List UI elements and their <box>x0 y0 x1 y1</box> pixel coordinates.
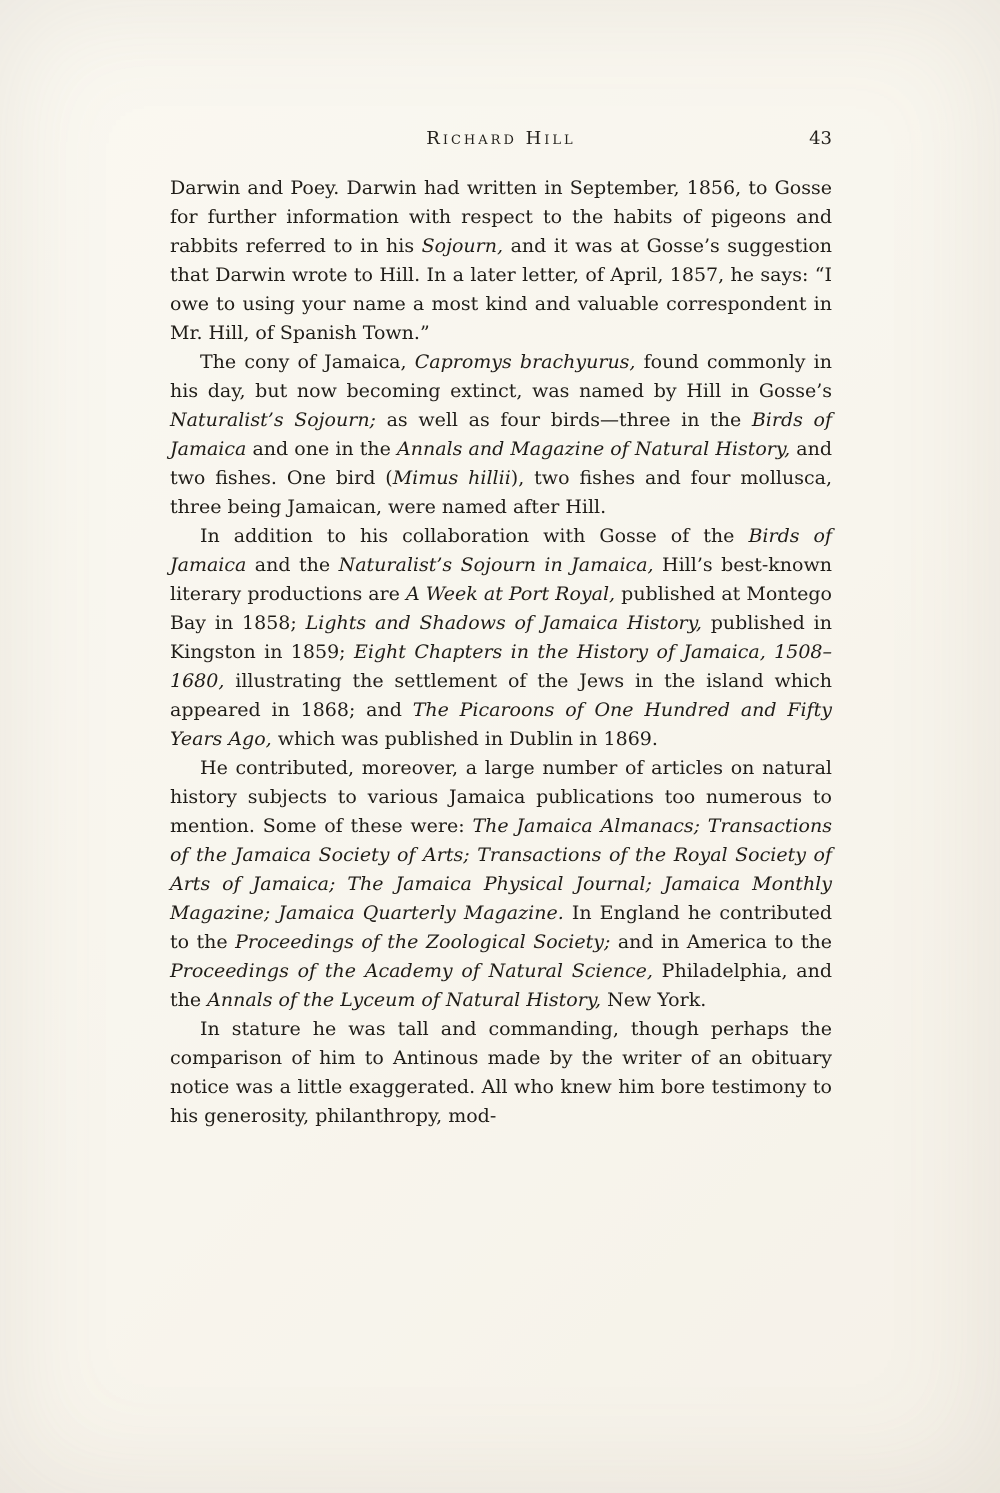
text-run: published at Montego Bay in 1858; <box>170 583 832 634</box>
text-run: and the <box>246 554 339 576</box>
text-run: ), two fishes and four mollusca, three being Jamaican, were named after Hill. <box>170 467 832 518</box>
text-run-italic: Naturalist’s Sojourn; <box>170 409 376 431</box>
text-run: In addition to his collaboration with Gosse of the <box>200 525 749 547</box>
text-run: which was published in Dublin in 1869. <box>271 728 658 750</box>
text-run-italic: Annals and Magazine of Natural History, <box>397 438 791 460</box>
text-run: and one in the <box>246 438 398 460</box>
page-body <box>170 174 832 1131</box>
text-run-italic: Birds of Jamaica <box>170 409 832 460</box>
text-run: In England he contributed to the <box>170 902 832 953</box>
text-run-italic: Proceedings of the Academy of Natural Science, <box>170 960 653 982</box>
text-run: and two fishes. One bird ( <box>170 438 832 489</box>
text-run-italic: Lights and Shadows of Jamaica History, <box>305 612 702 634</box>
page-number: 43 <box>809 128 832 149</box>
paragraph-2 <box>170 348 832 522</box>
text-run-italic: The Jamaica Almanacs; Transactions of the Jamaica Society of Arts; Transactions of the Royal Society of Arts of Jamaica; The Jamaica Physical Journal; Jamaica Monthly Magazine; Jamaica Quarterly Magazine. <box>170 815 832 924</box>
text-run-italic: A Week at Port Royal, <box>406 583 616 605</box>
text-run: and it was at Gosse’s suggestion that Darwin wrote to Hill. In a later letter, of April, 1857, he says: “I owe to using your name a most kind and valuable correspondent in Mr. Hill, of Spanish Town.” <box>170 235 832 344</box>
text-run-italic: Capromys brachyurus, <box>414 351 636 373</box>
paragraph-5 <box>170 1015 832 1131</box>
text-run: as well as four birds—three in the <box>375 409 752 431</box>
running-title: Richard Hill <box>426 128 576 149</box>
text-run: The cony of Jamaica, <box>200 351 415 373</box>
text-run: He contributed, moreover, a large number of articles on natural history subjects to various Jamaica publications too numerous to mention. Some of these were: <box>170 757 832 837</box>
text-block <box>170 128 832 1131</box>
text-run: In stature he was tall and commanding, though perhaps the comparison of him to Antinous made by the writer of an obituary notice was a little exaggerated. All who knew him bore testimony to his generosity, philanthropy, mod- <box>170 1018 832 1127</box>
text-run-italic: Proceedings of the Zoological Society; <box>235 931 611 953</box>
page-header <box>170 128 832 158</box>
text-run: Hill’s best-known literary productions are <box>170 554 832 605</box>
text-run-italic: Sojourn, <box>421 235 504 257</box>
text-run-italic: Annals of the Lyceum of Natural History, <box>207 989 602 1011</box>
text-run: illustrating the settlement of the Jews in the island which appeared in 1868; and <box>170 670 832 721</box>
text-run: published in Kingston in 1859; <box>170 612 832 663</box>
text-run-italic: Naturalist’s Sojourn in Jamaica, <box>338 554 654 576</box>
text-run: Darwin and Poey. Darwin had written in September, 1856, to Gosse for further information with respect to the habits of pigeons and rabbits referred to in his <box>170 177 832 257</box>
text-run-italic: The Picaroons of One Hundred and Fifty Years Ago, <box>170 699 832 750</box>
text-run-italic: Eight Chapters in the History of Jamaica, 1508–1680, <box>170 641 832 692</box>
paragraph-3 <box>170 522 832 754</box>
text-run: and in America to the <box>610 931 832 953</box>
text-run: found commonly in his day, but now becoming extinct, was named by Hill in Gosse’s <box>170 351 832 402</box>
text-run: New York. <box>601 989 707 1011</box>
text-run-italic: Mimus hillii <box>392 467 511 489</box>
paragraph-4 <box>170 754 832 1015</box>
text-run-italic: Birds of Jamaica <box>170 525 832 576</box>
paragraph-1 <box>170 174 832 348</box>
text-run: Philadelphia, and the <box>170 960 832 1011</box>
